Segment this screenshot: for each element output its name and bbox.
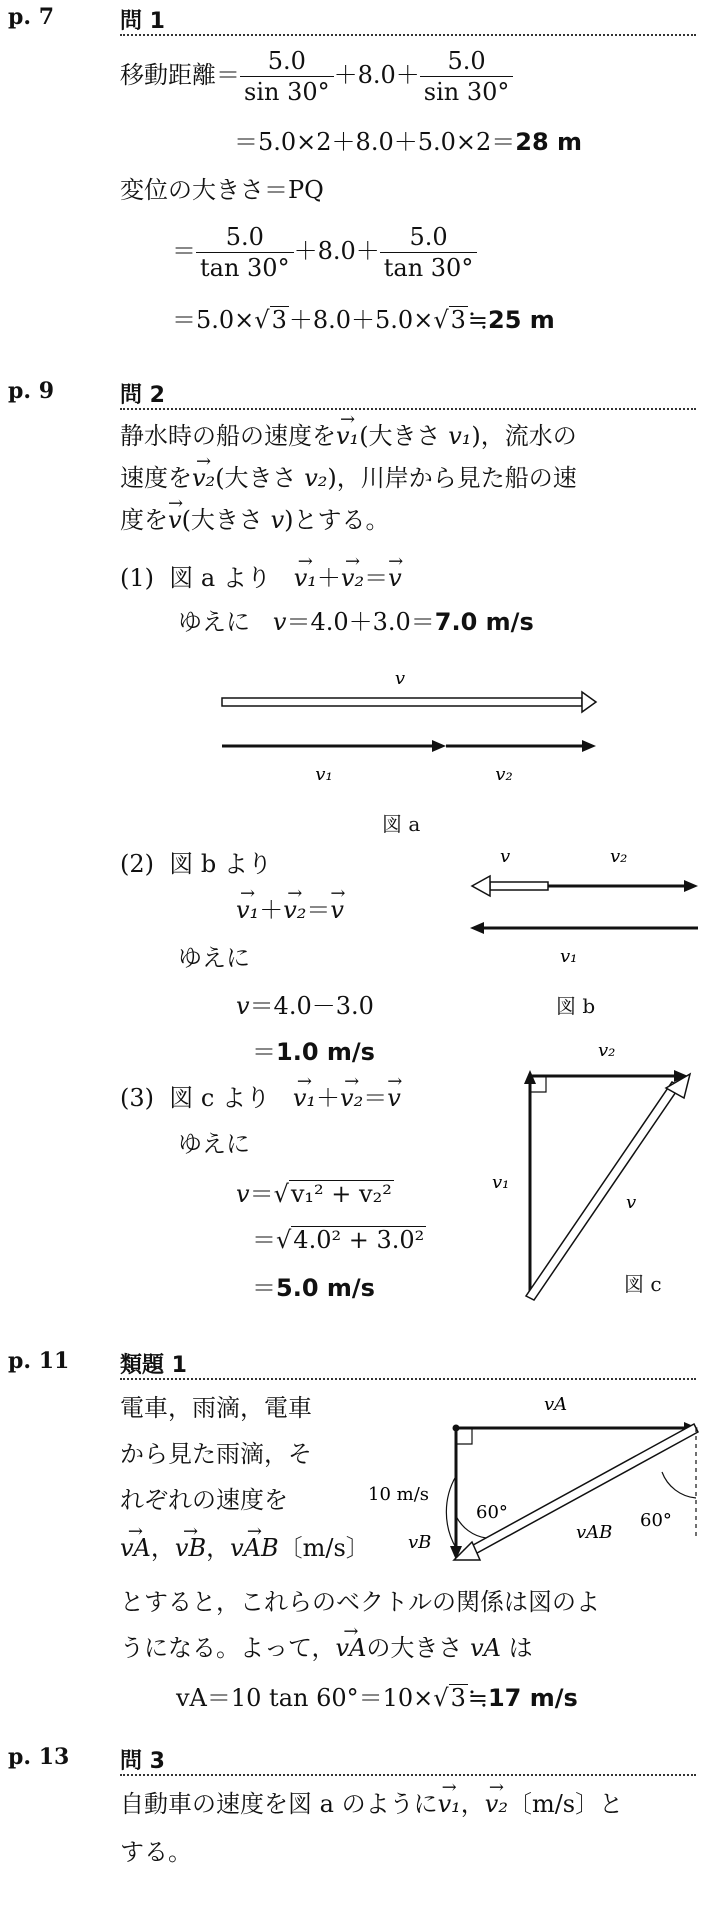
v-arrow — [222, 698, 582, 706]
displacement-label: 変位の大きさ＝PQ — [120, 176, 324, 204]
dotted-rule — [120, 1378, 696, 1380]
dotted-rule — [120, 34, 696, 36]
v-arrow — [490, 882, 548, 890]
v2-label: v₂ — [610, 846, 628, 867]
subquestion-2-result: ＝1.0 m/s — [252, 1038, 375, 1066]
figure-b — [460, 840, 700, 970]
paragraph-line: うになる。よって，→ vAの大きさ vA は — [120, 1630, 533, 1666]
subquestion-1-answer: ゆえに v＝4.0＋3.0＝7.0 m/s — [178, 608, 534, 636]
vA-label: vA — [544, 1394, 568, 1415]
figure-caption: 図 b — [556, 994, 596, 1018]
v1-label: v₁ — [560, 946, 578, 967]
vAB-label: vAB — [576, 1522, 613, 1543]
page-ref: p. 11 — [8, 1348, 70, 1374]
paragraph-line: → vA，→ vB，→ vAB〔m/s〕 — [120, 1530, 370, 1566]
result-equation: vA＝10 tan 60°＝10×√3≒17 m/s — [176, 1684, 578, 1712]
figure-a — [200, 656, 620, 791]
angle-label: 60° — [476, 1502, 508, 1523]
subquestion-3-calc: v＝√v₁² + v₂² — [236, 1180, 392, 1208]
v2-label: v₂ — [495, 764, 513, 785]
displacement-equation: ＝ $\frac{5.0}{\tan 30^\circ}$ ＋8.0＋ $\frac{5.0}{\tan 30^\circ}$ — [172, 222, 477, 283]
subquestion-3-answer: ゆえに — [178, 1130, 250, 1158]
angle-label: 60° — [640, 1510, 672, 1531]
paragraph-line: とすると，これらのベクトルの関係は図のよ — [120, 1588, 600, 1616]
page-ref: p. 13 — [8, 1744, 70, 1770]
dotted-rule — [120, 408, 696, 410]
section-heading: 類題 1 — [120, 1353, 187, 1378]
paragraph-line: から見た雨滴，そ — [120, 1440, 312, 1468]
v-label: v — [394, 668, 406, 689]
paragraph-line: 静水時の船の速度を→ v₁(大きさ v₁)，流水の — [120, 418, 577, 454]
subquestion-1: (1) 図 a より → v₁＋→ v₂＝→ v — [120, 560, 402, 596]
vB-label: vB — [408, 1532, 432, 1553]
subquestion-2: (2) 図 b より — [120, 850, 272, 878]
figure-caption: 図 c — [624, 1272, 662, 1296]
v1-label: v₁ — [315, 764, 333, 785]
page-ref: p. 7 — [8, 4, 55, 30]
section-heading: 問 1 — [120, 9, 165, 34]
displacement-result: ＝5.0×√3＋8.0＋5.0×√3≒25 m — [172, 306, 555, 334]
subquestion-3-result: ＝5.0 m/s — [252, 1274, 375, 1302]
v-label: v — [626, 1192, 637, 1213]
distance-result: ＝5.0×2＋8.0＋5.0×2＝28 m — [234, 128, 583, 156]
speed-label: 10 m/s — [368, 1484, 429, 1505]
figure-rain — [368, 1388, 708, 1578]
v1-label: v₁ — [492, 1172, 510, 1193]
distance-equation: 移動距離＝ $\frac{5.0}{\sin 30^\circ}$ ＋8.0＋ $\frac{5.0}{\sin 30^\circ}$ — [120, 46, 513, 107]
vector-sum: → v₁＋→ v₂＝→ v — [236, 892, 344, 928]
section-heading: 問 2 — [120, 383, 165, 408]
figure-caption: 図 a — [382, 812, 421, 836]
v2-label: v₂ — [598, 1040, 616, 1061]
v-label: v — [500, 846, 511, 867]
figure-c — [480, 1036, 700, 1326]
paragraph-line: 電車，雨滴，電車 — [120, 1394, 312, 1422]
paragraph-line: 速度を→ v₂(大きさ v₂)，川岸から見た船の速 — [120, 460, 577, 496]
paragraph-line: 自動車の速度を図 a のように→ v₁，→ v₂〔m/s〕と — [120, 1786, 623, 1822]
subquestion-2-answer: ゆえに — [178, 944, 250, 972]
subquestion-3-calc: ＝√4.0² + 3.0² — [252, 1226, 425, 1254]
section-heading: 問 3 — [120, 1749, 165, 1774]
paragraph-line: れぞれの速度を — [120, 1486, 288, 1514]
dotted-rule — [120, 1774, 696, 1776]
paragraph-line: 度を→ v(大きさ v)とする。 — [120, 502, 390, 538]
subquestion-3: (3) 図 c より → v₁＋→ v₂＝→ v — [120, 1080, 401, 1116]
subquestion-2-calc: v＝4.0－3.0 — [236, 992, 374, 1020]
page-ref: p. 9 — [8, 378, 55, 404]
paragraph-line: する。 — [120, 1838, 192, 1866]
